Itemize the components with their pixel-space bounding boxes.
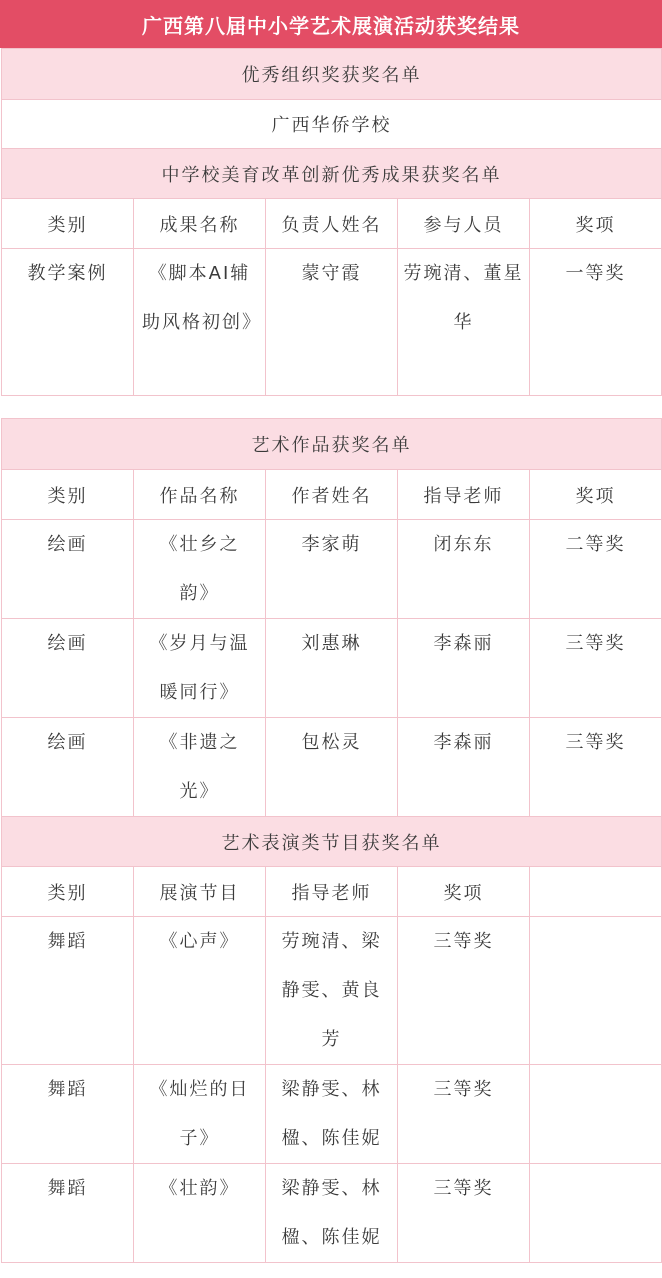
column-header — [530, 867, 662, 917]
section-header-reform — [2, 149, 662, 199]
table-cell: 绘画 — [2, 718, 134, 817]
column-header: 指导老师 — [266, 867, 398, 917]
table-cell: 二等奖 — [530, 520, 662, 619]
table-cell: 三等奖 — [398, 1065, 530, 1164]
performance-section-title: 艺术表演类节目获奖名单 — [2, 817, 662, 867]
table-cell: 李家萌 — [266, 520, 398, 619]
table-cell: 梁静雯、林楹、陈佳妮 — [266, 1065, 398, 1164]
table-cell: 刘惠琳 — [266, 619, 398, 718]
table-cell: 《心声》 — [134, 917, 266, 1065]
table-row — [2, 718, 662, 817]
table-cell: 舞蹈 — [2, 917, 134, 1065]
table-row — [2, 1164, 662, 1263]
table-cell: 绘画 — [2, 619, 134, 718]
column-header: 展演节目 — [134, 867, 266, 917]
org-section-title: 优秀组织奖获奖名单 — [2, 49, 662, 100]
org-row — [2, 100, 662, 149]
table-cell: 李森丽 — [398, 619, 530, 718]
table-cell: 《壮乡之韵》 — [134, 520, 266, 619]
column-header: 奖项 — [530, 470, 662, 520]
table-cell: 三等奖 — [398, 917, 530, 1065]
column-header: 类别 — [2, 470, 134, 520]
reform-section-title: 中学校美育改革创新优秀成果获奖名单 — [2, 149, 662, 199]
table-cell: 蒙守霞 — [266, 249, 398, 396]
table-cell: 一等奖 — [530, 249, 662, 396]
table-cell: 《壮韵》 — [134, 1164, 266, 1263]
results-table-top — [1, 48, 662, 396]
column-header: 参与人员 — [398, 199, 530, 249]
column-header: 类别 — [2, 199, 134, 249]
column-header: 类别 — [2, 867, 134, 917]
table-cell: 《脚本AI辅助风格初创》 — [134, 249, 266, 396]
table-row — [2, 619, 662, 718]
table-cell: 《灿烂的日子》 — [134, 1065, 266, 1164]
artwork-column-headers — [2, 470, 662, 520]
section-header-performance — [2, 817, 662, 867]
performance-column-headers — [2, 867, 662, 917]
table-cell: 劳琬清、董星华 — [398, 249, 530, 396]
column-header: 作者姓名 — [266, 470, 398, 520]
column-header: 负责人姓名 — [266, 199, 398, 249]
table-cell: 梁静雯、林楹、陈佳妮 — [266, 1164, 398, 1263]
column-header: 奖项 — [530, 199, 662, 249]
column-header: 成果名称 — [134, 199, 266, 249]
org-school-name: 广西华侨学校 — [2, 100, 662, 149]
section-header-org — [2, 49, 662, 100]
table-cell: 《岁月与温暖同行》 — [134, 619, 266, 718]
table-cell: 三等奖 — [398, 1164, 530, 1263]
reform-column-headers — [2, 199, 662, 249]
page-title: 广西第八届中小学艺术展演活动获奖结果 — [0, 0, 662, 48]
table-row — [2, 520, 662, 619]
table-cell: 包松灵 — [266, 718, 398, 817]
table-cell: 三等奖 — [530, 718, 662, 817]
table-row — [2, 917, 662, 1065]
table-row — [2, 1065, 662, 1164]
table-cell: 三等奖 — [530, 619, 662, 718]
results-table-bottom — [1, 418, 662, 1263]
table-cell — [530, 1065, 662, 1164]
table-cell — [530, 917, 662, 1065]
table-cell: 闭东东 — [398, 520, 530, 619]
column-header: 作品名称 — [134, 470, 266, 520]
table-cell: 绘画 — [2, 520, 134, 619]
table-cell: 劳琬清、梁静雯、黄良芳 — [266, 917, 398, 1065]
table-cell — [530, 1164, 662, 1263]
table-cell: 舞蹈 — [2, 1065, 134, 1164]
table-cell: 李森丽 — [398, 718, 530, 817]
column-header: 奖项 — [398, 867, 530, 917]
table-cell: 教学案例 — [2, 249, 134, 396]
artwork-section-title: 艺术作品获奖名单 — [2, 419, 662, 470]
table-cell: 舞蹈 — [2, 1164, 134, 1263]
column-header: 指导老师 — [398, 470, 530, 520]
table-row — [2, 249, 662, 396]
table-cell: 《非遗之光》 — [134, 718, 266, 817]
section-header-artwork — [2, 419, 662, 470]
